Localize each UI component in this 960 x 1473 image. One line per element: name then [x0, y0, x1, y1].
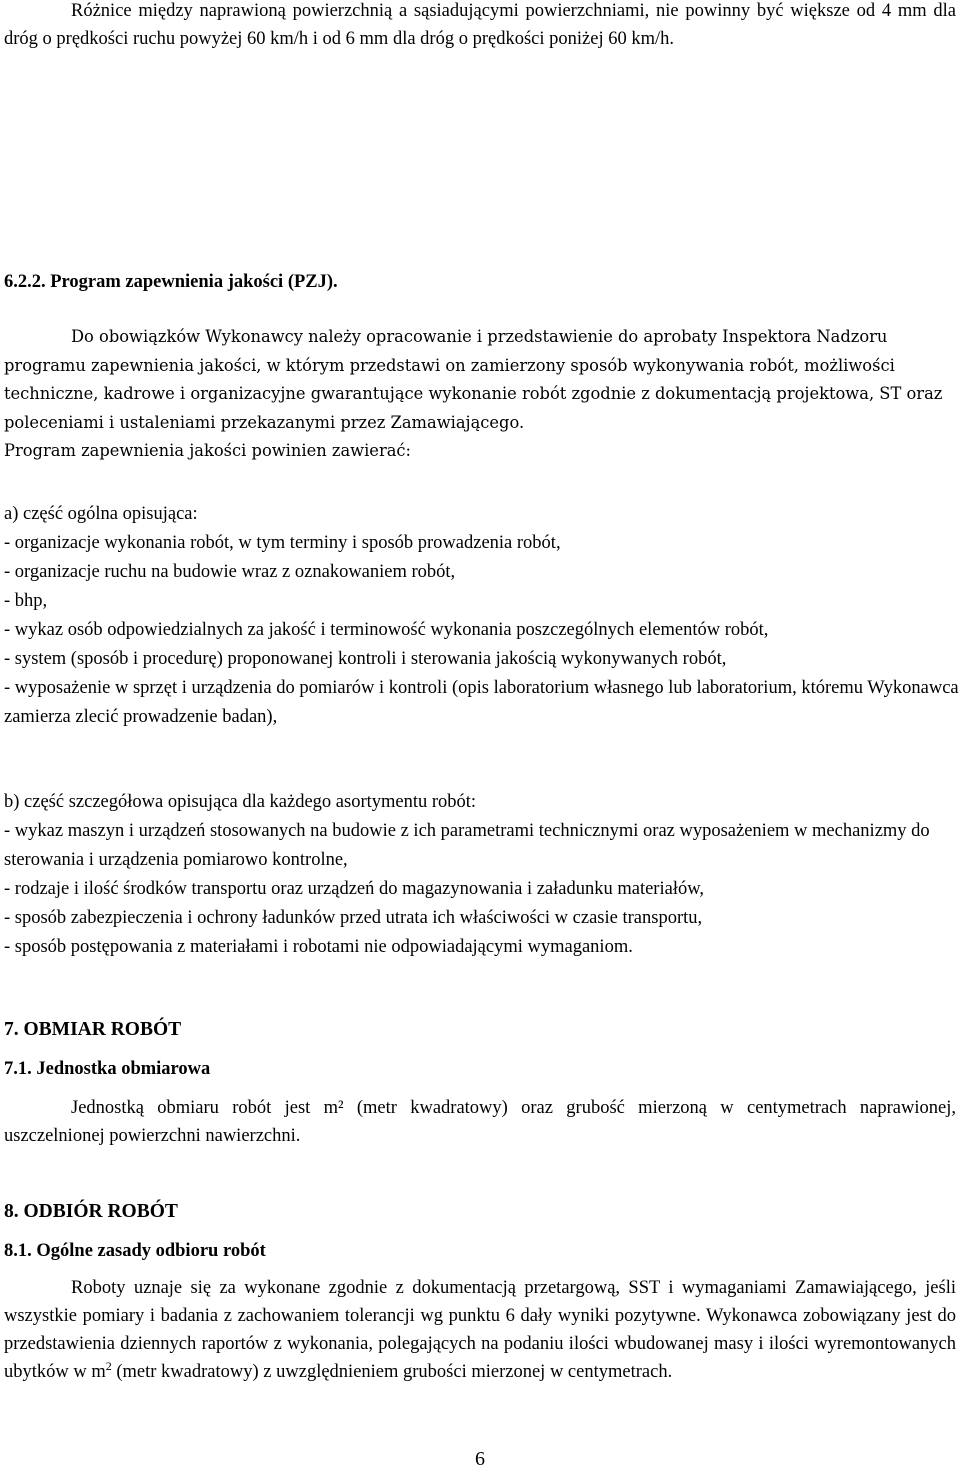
section-6-2-2-body	[4, 323, 960, 466]
list-item: - sposób postępowania z materiałami i robotami nie odpowiadającymi wymaganiom.	[4, 937, 633, 957]
part-b-title: b) część szczegółowa opisująca dla każdego asortymentu robót:	[4, 792, 477, 812]
page-number: 6	[475, 1448, 485, 1470]
section-heading-8: 8. ODBIÓR ROBÓT	[4, 1201, 178, 1222]
part-b-list	[4, 788, 960, 962]
list-item: - wykaz osób odpowiedzialnych za jakość i terminowość wykonania poszczególnych elementów robót,	[4, 620, 769, 640]
section-7-1-paragraph: Jednostką obmiaru robót jest m² (metr kwadratowy) oraz grubość mierzoną w centymetrach naprawionej, uszczelnionej powierzchni nawierzchni.	[4, 1098, 956, 1146]
part-a-title: a) część ogólna opisująca:	[4, 504, 198, 524]
pzj-paragraph-2: Program zapewnienia jakości powinien zawierać:	[4, 441, 412, 460]
section-heading-6-2-2: 6.2.2. Program zapewnienia jakości (PZJ).	[4, 272, 338, 292]
list-item: - wykaz maszyn i urządzeń stosowanych na budowie z ich parametrami technicznymi oraz wyposażeniem w mechanizmy do sterowania i urządzenia pomiarowo kontrolne,	[4, 821, 930, 870]
section-8-1-paragraph	[4, 1274, 956, 1386]
list-item: - wyposażenie w sprzęt i urządzenia do pomiarów i kontroli (opis laboratorium własnego lub laboratorium, któremu Wykonawca zamierza zlecić prowadzenie badan),	[4, 678, 959, 727]
list-item: - bhp,	[4, 591, 48, 611]
subsection-heading-8-1: 8.1. Ogólne zasady odbioru robót	[4, 1241, 266, 1261]
pzj-paragraph: Do obowiązków Wykonawcy należy opracowanie i przedstawienie do aprobaty Inspektora Nadzoru programu zapewnienia jakości, w którym przedstawi on zamierzony sposób wykonywania robót, możliwości techniczne, kadrowe i organizacyjne gwarantujące wykonanie robót zgodnie z dokumentacją projektowa, ST oraz poleceniami i ustaleniami przekazanymi przez Zamawiającego.	[4, 327, 943, 432]
part-a-list	[4, 500, 960, 732]
list-item: - sposób zabezpieczenia i ochrony ładunków przed utrata ich właściwości w czasie transportu,	[4, 908, 703, 928]
section-8-1-text-end: (metr kwadratowy) z uwzględnieniem grubości mierzonej w centymetrach.	[111, 1362, 673, 1382]
list-item: - organizacje ruchu na budowie wraz z oznakowaniem robót,	[4, 562, 456, 582]
list-item: - rodzaje i ilość środków transportu oraz urządzeń do magazynowania i załadunku materiałów,	[4, 879, 704, 899]
superscript-2: 2	[105, 1358, 112, 1373]
intro-paragraph: Różnice między naprawioną powierzchnią a sąsiadującymi powierzchniami, nie powinny być większe od 4 mm dla dróg o prędkości ruchu powyżej 60 km/h i od 6 mm dla dróg o prędkości poniżej 60 km/h.	[4, 1, 956, 49]
subsection-heading-7-1: 7.1. Jednostka obmiarowa	[4, 1059, 211, 1079]
list-item: - organizacje wykonania robót, w tym terminy i sposób prowadzenia robót,	[4, 533, 561, 553]
section-heading-7: 7. OBMIAR ROBÓT	[4, 1019, 182, 1040]
list-item: - system (sposób i procedurę) proponowanej kontroli i sterowania jakością wykonywanych robót,	[4, 649, 727, 669]
section-8-1-text: Roboty uznaje się za wykonane zgodnie z dokumentacją przetargową, SST i wymaganiami Zamawiającego, jeśli wszystkie pomiary i badania z zachowaniem tolerancji wg punktu 6 dały wyniki pozytywne. Wykonawca zobowiązany jest do przedstawienia dziennych raportów z wykonania, polegających na podaniu ilości wbudowanej masy i ilości wyremontowanych ubytków w m	[4, 1278, 956, 1382]
